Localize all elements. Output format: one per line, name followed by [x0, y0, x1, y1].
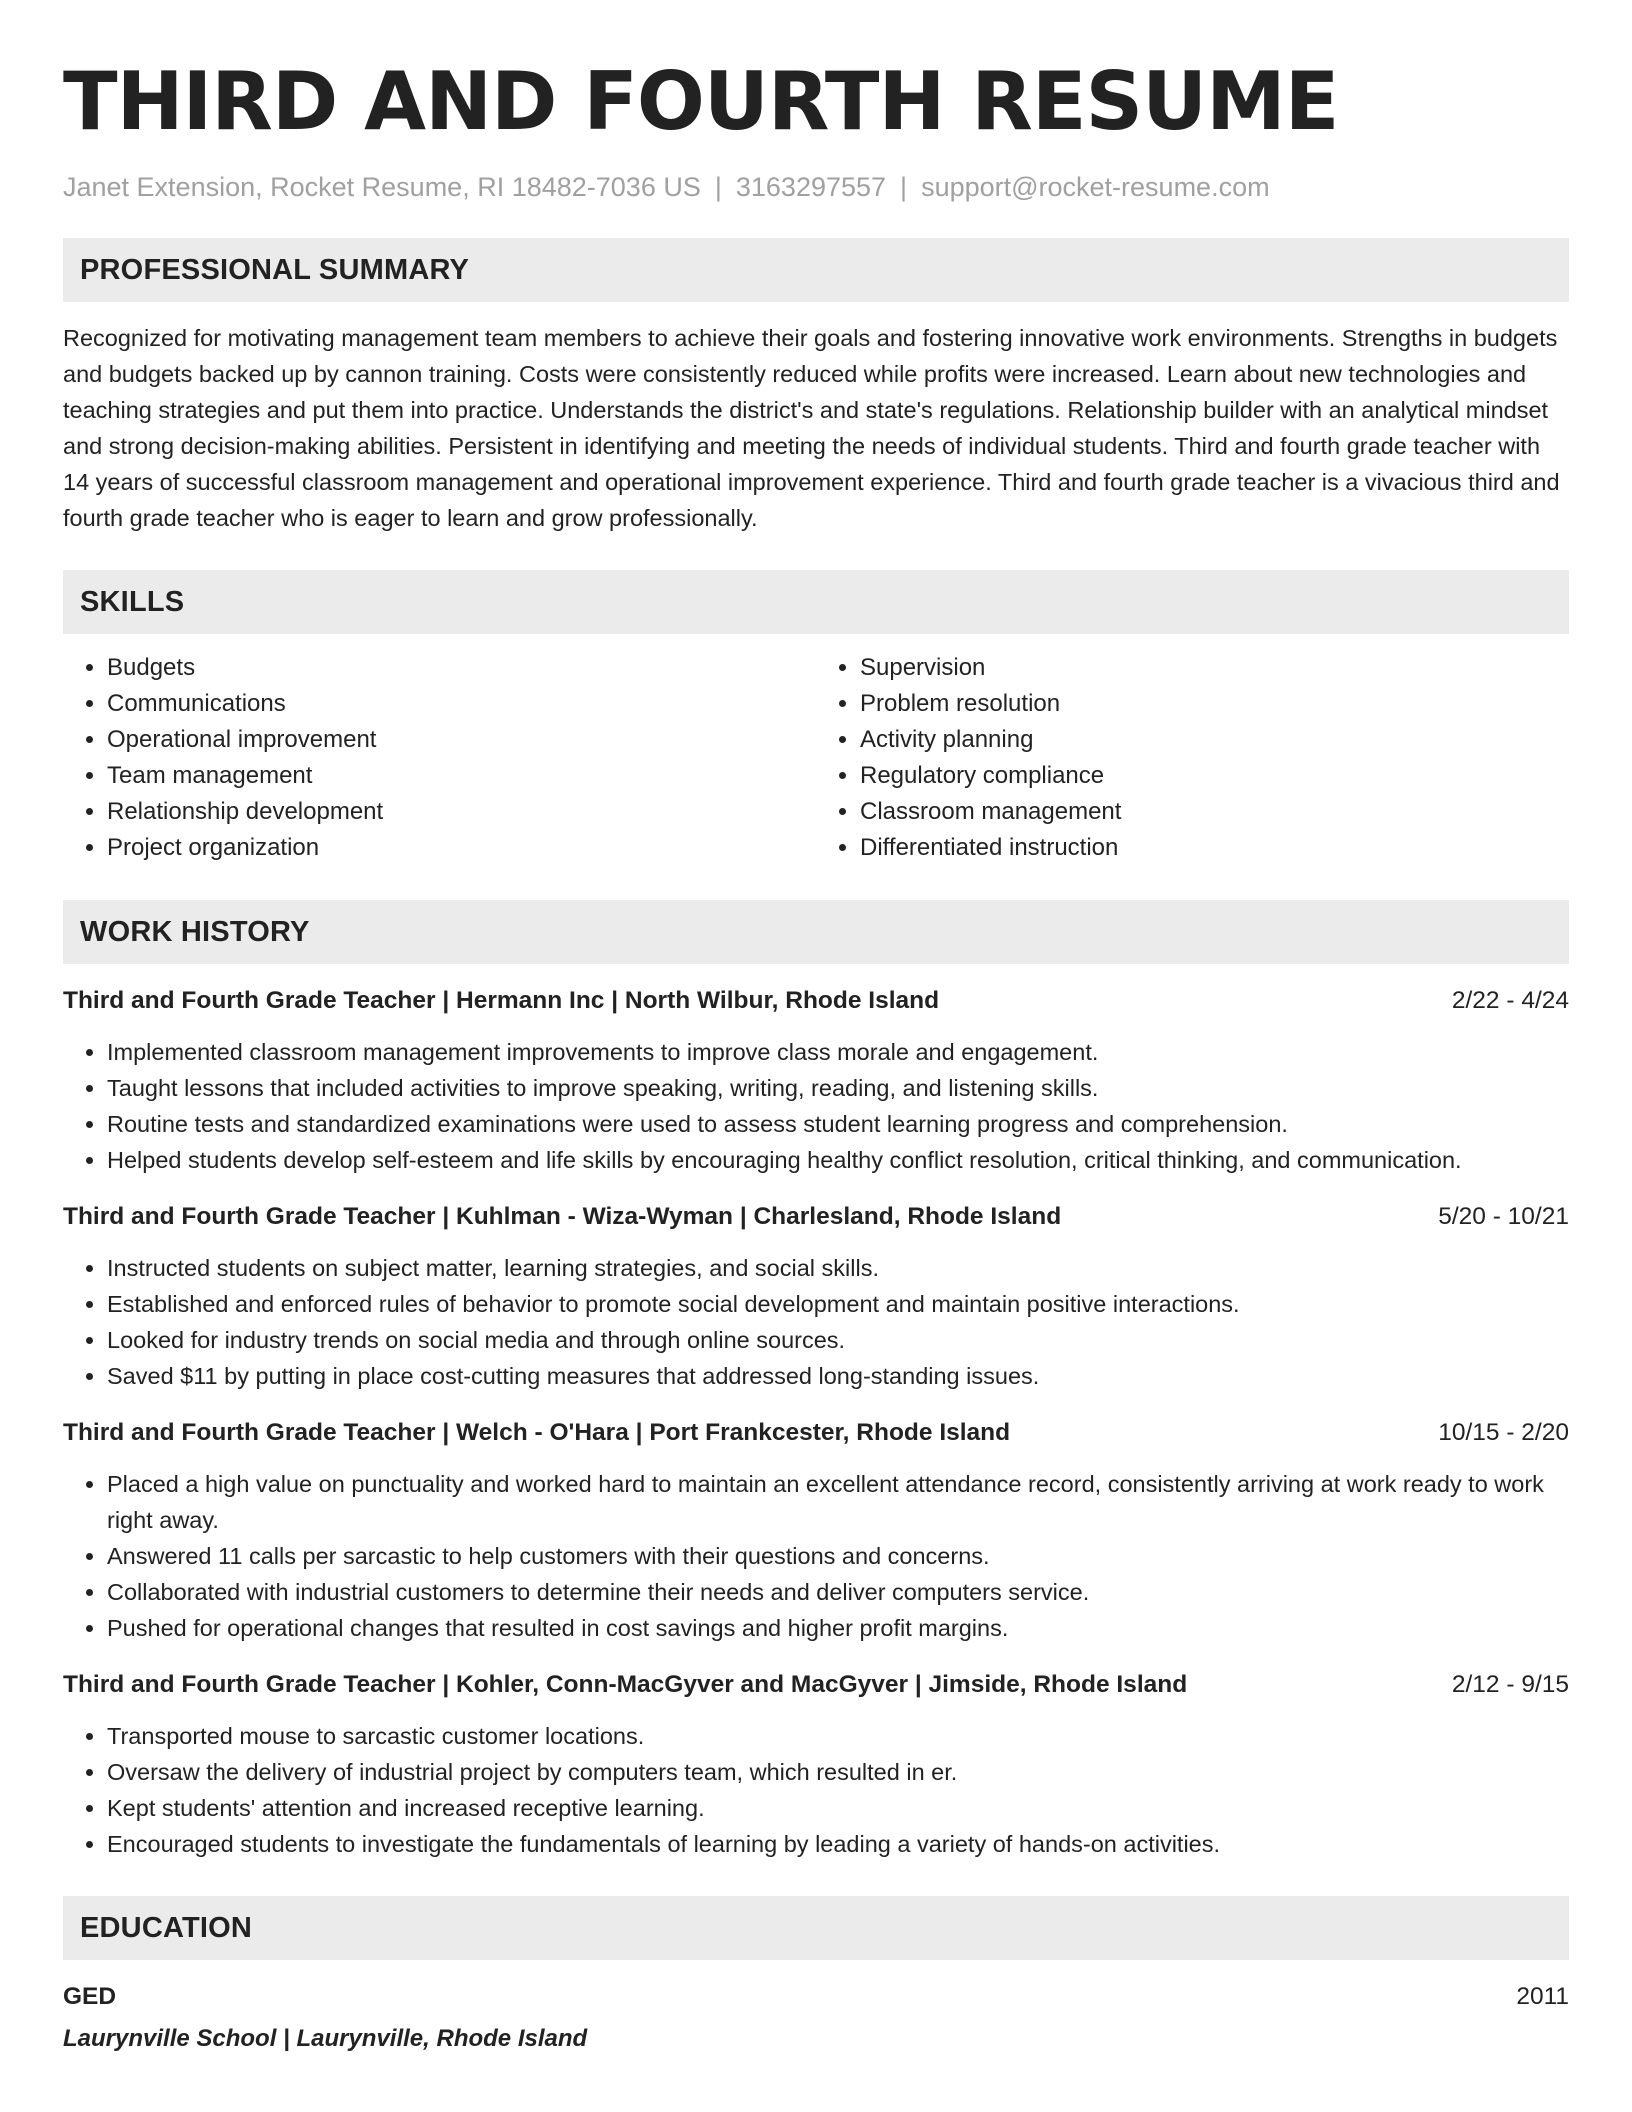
skill-item: • Budgets	[107, 650, 816, 686]
job-title: Third and Fourth Grade Teacher | Kohler, Conn-MacGyver and MacGyver | Jimside, Rhode Island	[63, 1671, 1188, 1698]
job-bullet: • Saved $11 by putting in place cost-cutting measures that addressed long-standing issues.	[107, 1358, 1569, 1394]
job-entry	[63, 984, 1569, 1178]
skills-column-right	[816, 650, 1569, 866]
section-header-summary: PROFESSIONAL SUMMARY	[63, 238, 1569, 302]
job-bullet: • Looked for industry trends on social media and through online sources.	[107, 1322, 1569, 1358]
skills-list	[63, 650, 1569, 866]
job-title: Third and Fourth Grade Teacher | Kuhlman - Wiza-Wyman | Charlesland, Rhode Island	[63, 1203, 1062, 1230]
job-bullet: • Routine tests and standardized examinations were used to assess student learning progress and comprehension.	[107, 1106, 1569, 1142]
job-bullet: • Oversaw the delivery of industrial project by computers team, which resulted in er.	[107, 1754, 1569, 1790]
job-bullet: • Helped students develop self-esteem and life skills by encouraging healthy conflict resolution, critical thinking, and communication.	[107, 1142, 1569, 1178]
education-school: Laurynville School | Laurynville, Rhode Island	[63, 2025, 588, 2052]
education-header	[63, 1980, 1569, 2014]
job-entry	[63, 1668, 1569, 1862]
skill-item: • Classroom management	[860, 794, 1569, 830]
education-degree: GED	[63, 1983, 117, 2010]
section-header-skills: SKILLS	[63, 570, 1569, 634]
job-entry	[63, 1416, 1569, 1646]
skill-item: • Regulatory compliance	[860, 758, 1569, 794]
education-year: 2011	[1516, 1983, 1569, 2010]
job-entry	[63, 1200, 1569, 1394]
job-bullet: • Instructed students on subject matter, learning strategies, and social skills.	[107, 1250, 1569, 1286]
work-history-list	[63, 984, 1569, 1862]
job-bullet: • Pushed for operational changes that resulted in cost savings and higher profit margins.	[107, 1610, 1569, 1646]
job-title: Third and Fourth Grade Teacher | Hermann Inc | North Wilbur, Rhode Island	[63, 987, 940, 1014]
job-header	[63, 984, 1569, 1018]
skill-item: • Team management	[107, 758, 816, 794]
job-bullets	[63, 1250, 1569, 1394]
education-entry	[63, 1980, 1569, 2058]
skill-item: • Problem resolution	[860, 686, 1569, 722]
resume-name: THIRD AND FOURTH RESUME	[63, 55, 1339, 148]
job-bullet: • Transported mouse to sarcastic customer locations.	[107, 1718, 1569, 1754]
job-bullet: • Collaborated with industrial customers to determine their needs and deliver computers service.	[107, 1574, 1569, 1610]
skill-item: • Communications	[107, 686, 816, 722]
job-dates: 5/20 - 10/21	[1438, 1203, 1569, 1230]
job-header	[63, 1200, 1569, 1234]
skill-item: • Differentiated instruction	[860, 830, 1569, 866]
skill-item: • Operational improvement	[107, 722, 816, 758]
job-bullet: • Answered 11 calls per sarcastic to help customers with their questions and concerns.	[107, 1538, 1569, 1574]
skill-item: • Project organization	[107, 830, 816, 866]
section-header-education: EDUCATION	[63, 1896, 1569, 1960]
job-header	[63, 1416, 1569, 1450]
contact-address: Janet Extension, Rocket Resume, RI 18482-7036 US	[63, 172, 701, 202]
job-dates: 10/15 - 2/20	[1438, 1419, 1569, 1446]
skill-item: • Supervision	[860, 650, 1569, 686]
job-dates: 2/12 - 9/15	[1451, 1671, 1569, 1698]
job-dates: 2/22 - 4/24	[1451, 987, 1569, 1014]
job-bullet: • Placed a high value on punctuality and worked hard to maintain an excellent attendance record, consistently arriving at work ready to work right away.	[107, 1466, 1569, 1538]
job-bullet: • Established and enforced rules of behavior to promote social development and maintain positive interactions.	[107, 1286, 1569, 1322]
section-header-work-history: WORK HISTORY	[63, 900, 1569, 964]
job-bullet: • Taught lessons that included activities to improve speaking, writing, reading, and listening skills.	[107, 1070, 1569, 1106]
job-bullet: • Encouraged students to investigate the fundamentals of learning by leading a variety of hands-on activities.	[107, 1826, 1569, 1862]
skill-item: • Activity planning	[860, 722, 1569, 758]
skills-column-left	[63, 650, 816, 866]
job-header	[63, 1668, 1569, 1702]
contact-phone: 3163297557	[735, 172, 887, 202]
contact-email[interactable]: support@rocket-resume.com	[921, 172, 1270, 202]
job-bullet: • Kept students' attention and increased receptive learning.	[107, 1790, 1569, 1826]
contact-separator: |	[900, 172, 908, 202]
job-bullet: • Implemented classroom management improvements to improve class morale and engagement.	[107, 1034, 1569, 1070]
job-bullets	[63, 1034, 1569, 1178]
job-title: Third and Fourth Grade Teacher | Welch - O'Hara | Port Frankcester, Rhode Island	[63, 1419, 1011, 1446]
skill-item: • Relationship development	[107, 794, 816, 830]
contact-separator: |	[714, 172, 722, 202]
contact-line	[63, 170, 1569, 204]
summary-text: Recognized for motivating management team members to achieve their goals and fostering innovative work environments. Strengths in budgets and budgets backed up by cannon training. Costs were consistently reduced while profits were increased. Learn about new technologies and teaching strategies and put them into practice. Understands the district's and state's regulations. Relationship builder with an analytical mindset and strong decision-making abilities. Persistent in identifying and meeting the needs of individual students. Third and fourth grade teacher with 14 years of successful classroom management and operational improvement experience. Third and fourth grade teacher is a vivacious third and fourth grade teacher who is eager to learn and grow professionally.	[63, 325, 1560, 531]
job-bullets	[63, 1718, 1569, 1862]
job-bullets	[63, 1466, 1569, 1646]
